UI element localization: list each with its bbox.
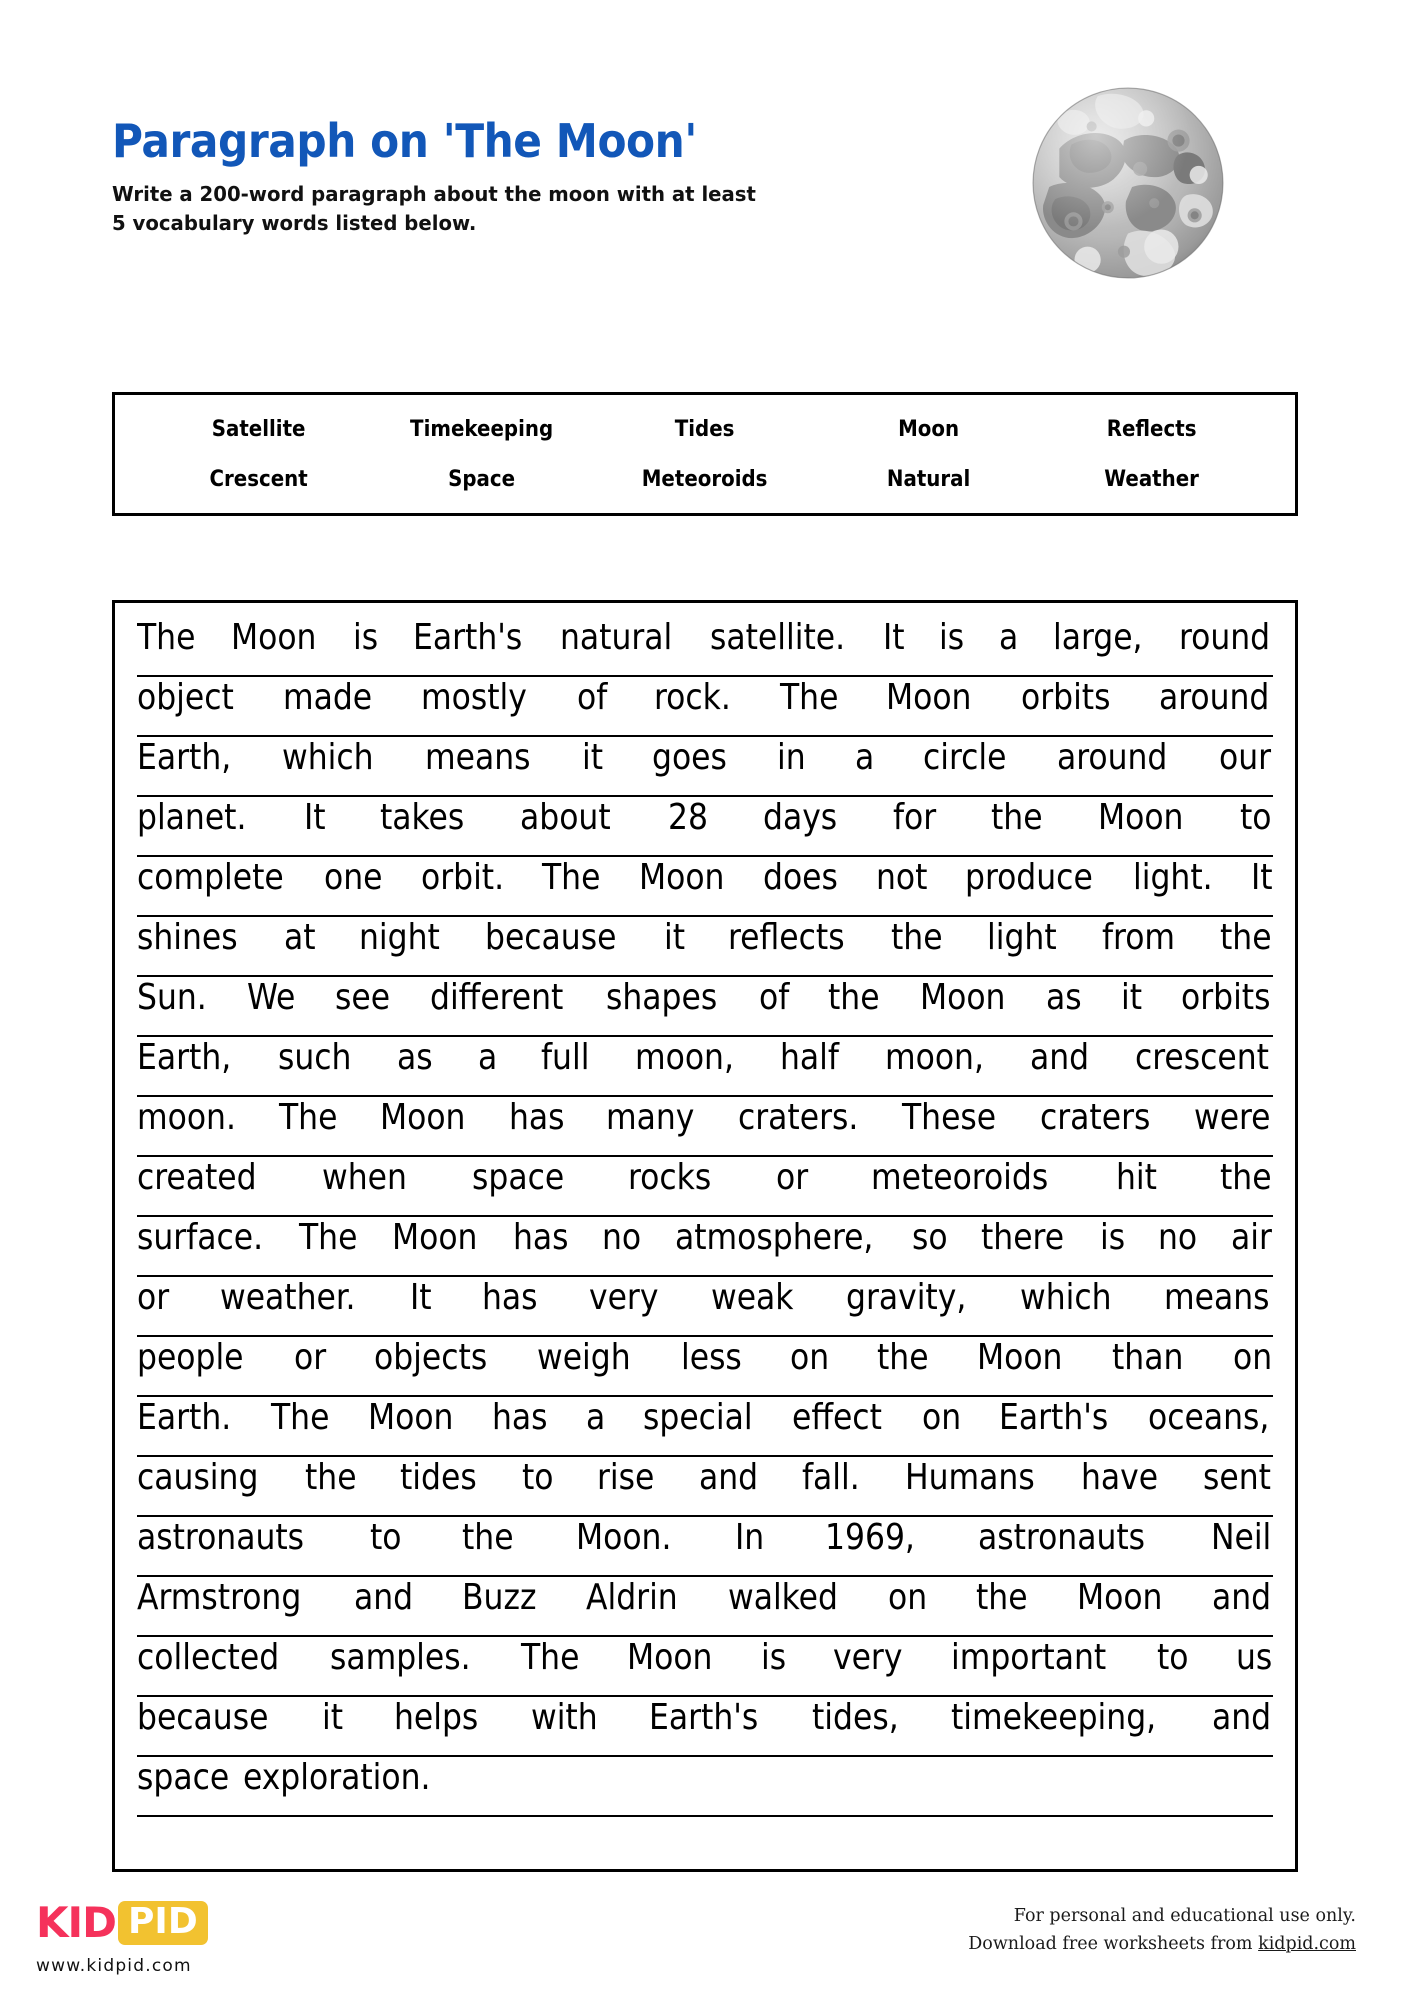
vocabulary-word: Crescent: [209, 466, 308, 492]
paragraph-word: it: [322, 1697, 344, 1738]
paragraph-word: the: [877, 1337, 929, 1378]
paragraph-word: and: [1030, 1037, 1090, 1078]
paragraph-word: there: [981, 1217, 1065, 1258]
paragraph-word: exploration.: [242, 1757, 431, 1798]
paragraph-word: moon,: [634, 1037, 734, 1078]
logo-pid-text: PID: [118, 1901, 208, 1945]
paragraph-word: days: [762, 797, 837, 838]
paragraph-word: hit: [1115, 1157, 1157, 1198]
paragraph-word: gravity,: [845, 1277, 967, 1318]
paragraph-word: The: [279, 1097, 338, 1138]
paragraph-word: when: [322, 1157, 408, 1198]
paragraph-word: and: [1211, 1697, 1272, 1738]
paragraph-word: because: [137, 1697, 269, 1738]
vocabulary-word: Moon: [897, 416, 959, 442]
paragraph-word: very: [833, 1637, 903, 1678]
logo-mark: [36, 1898, 366, 1948]
paragraph-word: it: [663, 917, 685, 958]
paragraph-word: craters.: [737, 1097, 859, 1138]
logo-kid-text: KID: [36, 1898, 117, 1947]
paragraph-word: air: [1230, 1217, 1272, 1258]
paragraph-word: It: [1250, 857, 1273, 898]
vocabulary-word-bank: [112, 392, 1298, 516]
moon-icon: [1027, 82, 1229, 284]
vocabulary-word: Timekeeping: [410, 416, 554, 442]
paragraph-word: timekeeping,: [950, 1697, 1156, 1738]
paragraph-word: because: [485, 917, 617, 958]
paragraph-line: [137, 857, 1273, 917]
paragraph-word: a: [854, 737, 875, 778]
paragraph-word: takes: [379, 797, 465, 838]
paragraph-word: half: [780, 1037, 840, 1078]
paragraph-word: Humans: [904, 1457, 1035, 1498]
paragraph-word: Moon: [392, 1217, 478, 1258]
paragraph-word: The: [299, 1217, 358, 1258]
paragraph-word: crescent: [1134, 1037, 1269, 1078]
paragraph-word: to: [1240, 797, 1272, 838]
vocabulary-row: [147, 404, 1263, 454]
paragraph-word: a: [477, 1037, 497, 1078]
paragraph-word: no: [602, 1217, 642, 1258]
paragraph-word: made: [283, 677, 373, 718]
paragraph-word: astronauts: [978, 1517, 1146, 1558]
paragraph-word: circle: [922, 737, 1007, 778]
paragraph-word: means: [1164, 1277, 1270, 1318]
paragraph-word: goes: [651, 737, 727, 778]
paragraph-word: very: [589, 1277, 659, 1318]
paragraph-line: [137, 1097, 1273, 1157]
paragraph-word: Buzz: [461, 1577, 537, 1618]
kidpid-link[interactable]: kidpid.com: [1258, 1934, 1356, 1955]
paragraph-line: [137, 1577, 1273, 1637]
paragraph-word: it: [581, 737, 603, 778]
paragraph-word: Earth's: [649, 1697, 759, 1738]
paragraph-line: [137, 1457, 1273, 1517]
paragraph-word: space: [471, 1157, 564, 1198]
vocabulary-word: Weather: [1104, 466, 1199, 492]
paragraph-word: to: [1156, 1637, 1189, 1678]
paragraph-word: the: [304, 1457, 357, 1498]
paragraph-word: tides: [400, 1457, 478, 1498]
paragraph-word: satellite.: [709, 617, 845, 658]
paragraph-word: see: [335, 977, 391, 1018]
paragraph-word: Moon: [367, 1397, 454, 1438]
paragraph-line: [137, 977, 1273, 1037]
paragraph-word: to: [522, 1457, 554, 1498]
paragraph-word: special: [642, 1397, 753, 1438]
paragraph-word: for: [893, 797, 937, 838]
paragraph-word: Moon: [231, 617, 317, 658]
footer-usage-notes: [968, 1902, 1356, 1959]
vocabulary-word: Reflects: [1106, 416, 1197, 442]
paragraph-word: has: [512, 1217, 569, 1258]
paragraph-word: Armstrong: [137, 1577, 302, 1618]
paragraph-word: created: [137, 1157, 257, 1198]
paragraph-word: which: [282, 737, 374, 778]
paragraph-word: round: [1179, 617, 1271, 658]
paragraph-word: It: [882, 617, 905, 658]
paragraph-word: The: [779, 677, 839, 718]
paragraph-word: on: [921, 1397, 961, 1438]
full-moon-image: [1027, 82, 1229, 284]
paragraph-word: or: [776, 1157, 809, 1198]
paragraph-word: Moon: [638, 857, 724, 898]
paragraph-word: Moon: [919, 977, 1006, 1018]
kidpid-logo: [36, 1898, 366, 1976]
paragraph-word: Earth's: [413, 617, 523, 658]
paragraph-line: [137, 1337, 1273, 1397]
paragraph-word: 1969,: [825, 1517, 916, 1558]
paragraph-word: orbits: [1020, 677, 1111, 718]
paragraph-word: is: [761, 1637, 787, 1678]
paragraph-word: of: [576, 677, 607, 718]
paragraph-word: collected: [137, 1637, 280, 1678]
paragraph-word: have: [1080, 1457, 1158, 1498]
paragraph-word: Moon.: [575, 1517, 672, 1558]
paragraph-word: people: [137, 1337, 244, 1378]
paragraph-word: weak: [710, 1277, 794, 1318]
paragraph-word: rocks: [628, 1157, 712, 1198]
paragraph-word: Moon: [1098, 797, 1184, 838]
paragraph-word: shapes: [605, 977, 718, 1018]
paragraph-word: of: [758, 977, 790, 1018]
logo-website-url: www.kidpid.com: [36, 1956, 192, 1976]
paragraph-word: were: [1194, 1097, 1271, 1138]
paragraph-word: around: [1159, 677, 1270, 718]
paragraph-word: it: [1120, 977, 1142, 1018]
paragraph-word: and: [353, 1577, 413, 1618]
paragraph-word: tides,: [811, 1697, 899, 1738]
paragraph-word: means: [424, 737, 531, 778]
paragraph-word: space: [137, 1757, 230, 1798]
paragraph-word: the: [991, 797, 1044, 838]
paragraph-word: Moon: [1076, 1577, 1162, 1618]
paragraph-word: Moon: [380, 1097, 466, 1138]
paragraph-word: the: [462, 1517, 515, 1558]
paragraph-word: Moon: [977, 1337, 1063, 1378]
paragraph-word: Aldrin: [585, 1577, 678, 1618]
paragraph-word: us: [1235, 1637, 1272, 1678]
paragraph-word: Moon: [627, 1637, 713, 1678]
paragraph-line: [137, 797, 1273, 857]
paragraph-word: In: [734, 1517, 764, 1558]
paragraph-word: many: [606, 1097, 695, 1138]
paragraph-word: than: [1112, 1337, 1184, 1378]
vocabulary-row: [147, 454, 1263, 504]
paragraph-word: effect: [792, 1397, 883, 1438]
paragraph-line: [137, 617, 1273, 677]
vocabulary-word: Tides: [675, 416, 735, 442]
paragraph-word: natural: [559, 617, 673, 658]
paragraph-word: surface.: [137, 1217, 264, 1258]
paragraph-word: with: [530, 1697, 598, 1738]
worksheet-header: [112, 114, 992, 238]
paragraph-word: moon,: [884, 1037, 984, 1078]
paragraph-word: astronauts: [137, 1517, 305, 1558]
paragraph-word: oceans,: [1147, 1397, 1270, 1438]
paragraph-word: a: [998, 617, 1019, 658]
paragraph-word: craters: [1039, 1097, 1151, 1138]
paragraph-word: The: [270, 1397, 330, 1438]
paragraph-word: rise: [597, 1457, 655, 1498]
paragraph-word: These: [902, 1097, 997, 1138]
paragraph-word: weigh: [537, 1337, 631, 1378]
paragraph-word: has: [482, 1277, 538, 1318]
paragraph-word: less: [680, 1337, 742, 1378]
paragraph-word: orbit.: [420, 857, 504, 898]
paragraph-word: Sun.: [137, 977, 207, 1018]
paragraph-word: night: [358, 917, 440, 958]
paragraph-word: mostly: [421, 677, 528, 718]
paragraph-word: at: [283, 917, 316, 958]
footer-download-prefix: Download free worksheets from: [968, 1934, 1259, 1955]
paragraph-word: Earth,: [137, 1037, 232, 1078]
paragraph-word: as: [397, 1037, 433, 1078]
vocabulary-word: Meteoroids: [642, 466, 768, 492]
paragraph-word: Earth's: [998, 1397, 1108, 1438]
paragraph-word: 28: [667, 797, 708, 838]
paragraph-word: Earth,: [137, 737, 232, 778]
paragraph-word: light: [987, 917, 1057, 958]
vocabulary-word: Satellite: [211, 416, 306, 442]
paragraph-word: light.: [1132, 857, 1213, 898]
paragraph-word: so: [912, 1217, 948, 1258]
paragraph-word: or: [137, 1277, 170, 1318]
paragraph-word: sent: [1202, 1457, 1271, 1498]
paragraph-word: complete: [137, 857, 284, 898]
paragraph-word: one: [324, 857, 383, 898]
paragraph-word: as: [1045, 977, 1082, 1018]
paragraph-word: has: [492, 1397, 548, 1438]
paragraph-line: [137, 677, 1273, 737]
paragraph-word: Moon: [886, 677, 972, 718]
paragraph-word: weather.: [220, 1277, 356, 1318]
paragraph-word: and: [1211, 1577, 1272, 1618]
paragraph-word: planet.: [137, 797, 247, 838]
paragraph-word: on: [888, 1577, 928, 1618]
paragraph-line: [137, 737, 1273, 797]
paragraph-word: different: [430, 977, 564, 1018]
paragraph-line: [137, 1517, 1273, 1577]
paragraph-word: around: [1057, 737, 1168, 778]
paragraph-word: on: [790, 1337, 830, 1378]
paragraph-word: has: [508, 1097, 565, 1138]
paragraph-word: produce: [964, 857, 1093, 898]
paragraph-word: such: [277, 1037, 352, 1078]
paragraph-answer-box[interactable]: [112, 600, 1298, 1872]
paragraph-word: which: [1019, 1277, 1112, 1318]
paragraph-word: fall.: [802, 1457, 861, 1498]
paragraph-word: orbits: [1180, 977, 1271, 1018]
paragraph-word: rock.: [654, 677, 731, 718]
paragraph-word: from: [1101, 917, 1175, 958]
footer-download-line: [968, 1930, 1356, 1958]
paragraph-word: The: [137, 617, 196, 658]
paragraph-word: important: [950, 1637, 1107, 1678]
paragraph-word: the: [1219, 917, 1272, 958]
paragraph-word: the: [976, 1577, 1028, 1618]
paragraph-word: full: [541, 1037, 590, 1078]
paragraph-word: a: [586, 1397, 606, 1438]
paragraph-line: [137, 917, 1273, 977]
paragraph-word: large,: [1052, 617, 1143, 658]
paragraph-word: the: [891, 917, 943, 958]
paragraph-word: to: [369, 1517, 402, 1558]
paragraph-word: not: [875, 857, 928, 898]
page-title: Paragraph on 'The Moon': [112, 114, 697, 168]
paragraph-line: [137, 1757, 1273, 1817]
paragraph-word: reflects: [728, 917, 845, 958]
paragraph-word: is: [1099, 1217, 1125, 1258]
paragraph-word: no: [1157, 1217, 1198, 1258]
paragraph-word: causing: [137, 1457, 259, 1498]
paragraph-word: and: [698, 1457, 759, 1498]
worksheet-instructions: Write a 200-word paragraph about the moon with at least 5 vocabulary words listed below.: [112, 182, 756, 236]
paragraph-line: [137, 1397, 1273, 1457]
paragraph-word: It: [303, 797, 326, 838]
paragraph-word: in: [777, 737, 806, 778]
paragraph-word: The: [542, 857, 601, 898]
paragraph-word: does: [762, 857, 838, 898]
paragraph-word: the: [828, 977, 880, 1018]
paragraph-word: shines: [137, 917, 238, 958]
paragraph-line: [137, 1217, 1273, 1277]
paragraph-word: our: [1219, 737, 1272, 778]
paragraph-word: helps: [393, 1697, 479, 1738]
vocabulary-word: Space: [448, 466, 516, 492]
paragraph-word: samples.: [329, 1637, 471, 1678]
paragraph-word: objects: [373, 1337, 487, 1378]
paragraph-word: atmosphere,: [675, 1217, 874, 1258]
paragraph-word: Neil: [1210, 1517, 1272, 1558]
vocabulary-word: Natural: [886, 466, 970, 492]
paragraph-word: moon.: [137, 1097, 236, 1138]
paragraph-word: meteoroids: [871, 1157, 1049, 1198]
paragraph-word: object: [137, 677, 234, 718]
footer-usage-line: For personal and educational use only.: [1013, 1906, 1356, 1926]
paragraph-word: is: [353, 617, 379, 658]
paragraph-word: The: [520, 1637, 580, 1678]
paragraph-word: or: [293, 1337, 326, 1378]
paragraph-word: Earth.: [137, 1397, 232, 1438]
paragraph-word: the: [1219, 1157, 1272, 1198]
paragraph-word: We: [247, 977, 296, 1018]
paragraph-line: [137, 1157, 1273, 1217]
paragraph-line: [137, 1697, 1273, 1757]
paragraph-line: [137, 1637, 1273, 1697]
paragraph-word: about: [520, 797, 612, 838]
paragraph-word: is: [939, 617, 965, 658]
paragraph-word: on: [1232, 1337, 1272, 1378]
paragraph-word: walked: [727, 1577, 838, 1618]
paragraph-word: It: [409, 1277, 432, 1318]
paragraph-line: [137, 1277, 1273, 1337]
paragraph-line: [137, 1037, 1273, 1097]
